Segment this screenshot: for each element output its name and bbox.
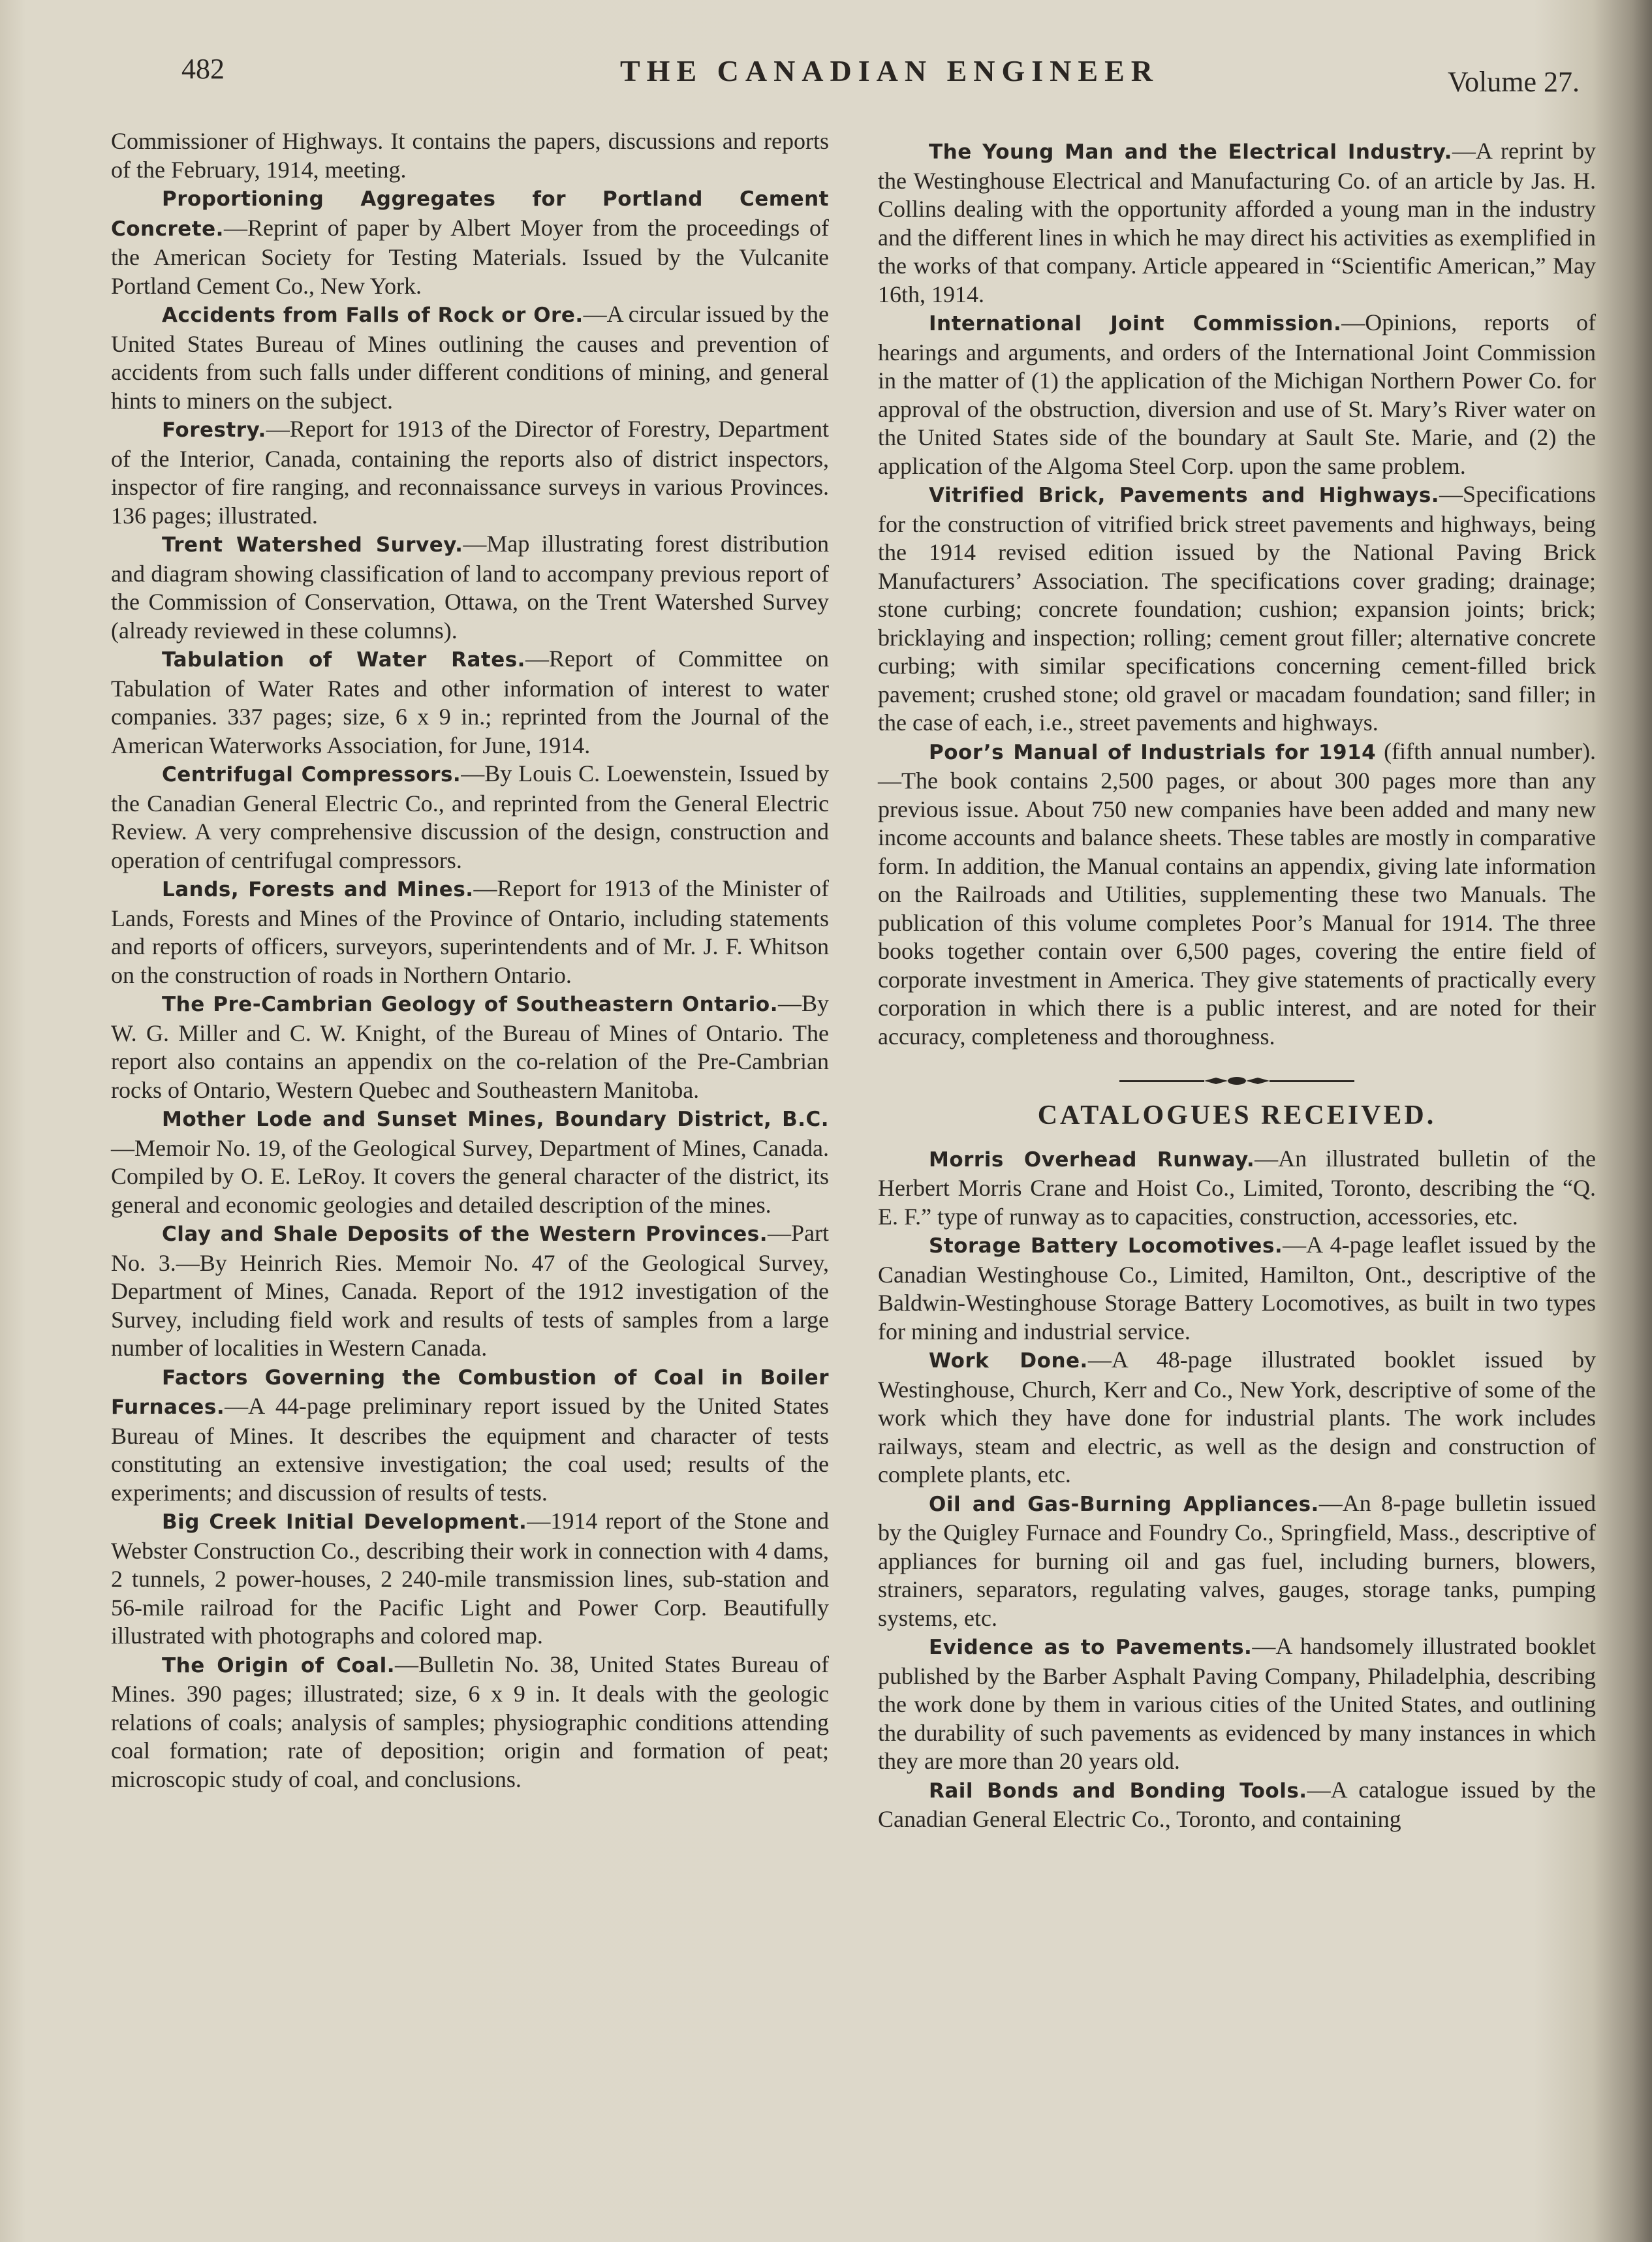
entry-text: —A circular issued by the United States Bureau of Mines outlining the causes and prevention of accidents from such falls under different conditions of mining, and general hints to miners on the subject. [111,301,829,414]
entry-title: Accidents from Falls of Rock or Ore. [162,304,584,327]
entry-title: Poor’s Manual of Industrials for 1914 [929,740,1377,764]
entry-title: Evidence as to Pavements. [929,1636,1253,1659]
entry [111,300,829,415]
entry [111,530,829,645]
entry [111,1363,829,1508]
entry-title: Factors Governing the Combustion of Coal in Boiler Furnaces. [111,1365,829,1419]
entry-text: —Part No. 3.—By Heinrich Ries. Memoir No. 47 of the Geological Survey, Department of Mines, Canada. Report of the 1912 investigation of the Survey, including field work and results of tests of samples from a large number of localities in Western Canada. [111,1220,829,1361]
entry-text: —An illustrated bulletin of the Herbert Morris Crane and Hoist Co., Limited, Toronto, describing the “Q. E. F.” type of runway as to capacities, construction, accessories, etc. [878,1145,1596,1230]
entry-title: Big Creek Initial Development. [162,1510,527,1534]
entry-title: International Joint Commission. [929,312,1342,335]
volume-label: Volume 27. [1447,66,1580,98]
right-column [878,137,1596,1834]
entry [878,738,1596,1051]
entry-title: Storage Battery Locomotives. [929,1234,1283,1258]
entry-title: Lands, Forests and Mines. [162,878,474,901]
entry-text: (fifth annual number).—The book contains 2,500 pages, or about 300 pages more than any previous issue. About 750 new companies have been added and many new income accounts and balance sheets. These tables are mostly in comparative form. In addition, the Manual contains an appendix, giving late information on the Railroads and Utilities, supplementing these two Manuals. The publication of this volume completes Poor’s Manual for 1914. The three books together contain over 6,500 pages, covering the entire field of corporate investment in America. They give statements of practically every corporation in which there is a public interest, and are noted for their accuracy, completeness and thoroughness. [878,738,1596,1050]
entry [878,137,1596,309]
entry-text: Commissioner of Highways. It contains the papers, discussions and reports of the February, 1914, meeting. [111,128,829,183]
entry-title: Proportioning Aggregates for Portland Cement Concrete. [111,187,829,241]
entry [111,645,829,760]
entry-title: Work Done. [929,1349,1088,1373]
entry [878,1346,1596,1489]
entry-text: —Report of Committee on Tabulation of Water Rates and other information of interest to water companies. 337 pages; size, 6 x 9 in.; reprinted from the Journal of the American Waterworks Association, for June, 1914. [111,646,829,758]
entry-text: —A catalogue issued by the Canadian General Electric Co., Toronto, and containing [878,1776,1596,1832]
entry-title: Rail Bonds and Bonding Tools. [929,1779,1307,1803]
entry-text: —Map illustrating forest distribution and diagram showing classification of land to accompany previous report of the Commission of Conservation, Ottawa, on the Trent Watershed Survey (already reviewed in these columns). [111,531,829,644]
entry [111,415,829,530]
page-number: 482 [181,53,225,85]
entry [111,875,829,989]
entry-text: —A 44-page preliminary report issued by the United States Bureau of Mines. It describes the equipment and character of tests constituting an extensive investigation; the coal used; results of the experiments; and discussion of results of tests. [111,1393,829,1506]
right-column-entries [878,137,1596,1051]
entry-title: Mother Lode and Sunset Mines, Boundary District, B.C. [162,1108,829,1131]
entry-text: —A reprint by the Westinghouse Electrical and Manufacturing Co. of an article by Jas. H. Collins dealing with the opportunity afforded a young man in the industry and the different lines in which he may direct his activities as exemplified in the works of that company. Article appeared in “Scientific American,” May 16th, 1914. [878,138,1597,307]
entry [878,480,1596,738]
entry-text: —Specifications for the construction of vitrified brick street pavements and highways, being the 1914 revised edition issued by the National Paving Brick Manufacturers’ Association. The specifications cover grading; drainage; stone curbing; concrete foundation; cushion; expansion joints; brick; bricklaying and inspection; rolling; cement grout filler; alternative concrete curbing; with similar specifications concerning cement-filled brick pavement; crushed stone; old gravel or macadam foundation; sand filler; in the case of each, i.e., street pavements and highways. [878,481,1596,736]
entry-title: Vitrified Brick, Pavements and Highways. [929,484,1440,507]
entry [111,760,829,875]
divider-ornament-icon [1204,1076,1270,1086]
page-header [176,47,1580,99]
entry-title: Clay and Shale Deposits of the Western Provinces. [162,1222,768,1246]
catalogues-heading: CATALOGUES RECEIVED. [1037,1100,1437,1130]
section-divider [1119,1073,1354,1089]
entry-text: —Bulletin No. 38, United States Bureau of Mines. 390 pages; illustrated; size, 6 x 9 in. It deals with the geologic relations of coals; analysis of samples; physiographic conditions attending coal formation; rate of deposition; origin and formation of peat; microscopic study of coal, and conclusions. [111,1651,829,1792]
entry [111,1651,829,1794]
journal-title: THE CANADIAN ENGINEER [620,54,1159,87]
entry-title: Tabulation of Water Rates. [162,648,525,672]
entry-text: —An 8-page bulletin issued by the Quigley Furnace and Foundry Co., Springfield, Mass., descriptive of appliances for burning oil and gas fuel, including burners, blowers, strainers, separators, regulating valves, gauges, storage tanks, pumping systems, etc. [878,1489,1596,1631]
entry-text: —Opinions, reports of hearings and arguments, and orders of the International Joint Commission in the matter of (1) the application of the Michigan Northern Power Co. for approval of the obstruction, diversion and use of St. Mary’s River water on the United States side of the boundary at Sault Ste. Marie, and (2) the application of the Algoma Steel Corp. upon the same problem. [878,309,1596,479]
entry-text: —By Louis C. Loewenstein, Issued by the Canadian General Electric Co., and reprinted from the General Electric Review. A very comprehensive discussion of the design, construction and operation of centrifugal compressors. [111,760,829,873]
entry-text: —A 48-page illustrated booklet issued by Westinghouse, Church, Kerr and Co., New York, descriptive of some of the work which they have done for industrial plants. The work includes railways, steam and electric, as well as the design and construction of complete plants, etc. [878,1347,1597,1487]
entry [111,989,829,1104]
entry [111,1219,829,1363]
entry-text: —Report for 1913 of the Director of Forestry, Department of the Interior, Canada, containing the reports also of district inspectors, inspector of fire ranging, and reconnaissance surveys in various Provinces. 136 pages; illustrated. [111,416,829,529]
entry-text: —A 4-page leaflet issued by the Canadian Westinghouse Co., Limited, Hamilton, Ont., descriptive of the Baldwin-Westinghouse Storage Battery Locomotives, as built in two types for mining and industrial service. [878,1232,1596,1345]
entry-title: Morris Overhead Runway. [929,1147,1255,1172]
entry [111,127,829,184]
entry-text: —1914 report of the Stone and Webster Construction Co., describing their work in connection with 4 dams, 2 tunnels, 2 power-houses, 2 240-mile transmission lines, sub-station and 56-mile railroad for the Pacific Light and Power Corp. Beautifully illustrated with photographs and colored map. [111,1508,829,1649]
entry-text: —A handsomely illustrated booklet published by the Barber Asphalt Paving Company, Philadelphia, describing the work done by them in various cities of the United States, and outlining the durability of such pavements as evidenced by many instances in which they are more than 20 years old. [878,1633,1596,1774]
entry [878,1489,1596,1633]
entry-title: Oil and Gas-Burning Appliances. [929,1492,1319,1516]
entry [111,1104,829,1219]
entry-title: The Origin of Coal. [162,1653,395,1677]
left-column [111,127,829,1794]
entry-text: —Memoir No. 19, of the Geological Survey, Department of Mines, Canada. Compiled by O. E. LeRoy. It covers the general character of the district, its general and economic geologies and detailed description of the mines. [111,1134,829,1218]
entry [111,1507,829,1651]
entry-text: —Reprint of paper by Albert Moyer from the proceedings of the American Society for Testing Materials. Issued by the Vulcanite Portland Cement Co., New York. [111,214,829,299]
entry-title: Trent Watershed Survey. [162,533,463,557]
catalogue-entries [878,1145,1596,1834]
entry [878,1231,1596,1346]
entry-text: —Report for 1913 of the Minister of Lands, Forests and Mines of the Province of Ontario, including statements and reports of officers, surveyors, superintendents and of Mr. J. F. Whitson on the construction of roads in Northern Ontario. [111,875,830,988]
entry-text: —By W. G. Miller and C. W. Knight, of the Bureau of Mines of Ontario. The report also contains an appendix on the co-relation of the Pre-Cambrian rocks of Ontario, Western Quebec and Southeastern Manitoba. [111,990,829,1103]
entry-title: Centrifugal Compressors. [162,763,461,786]
entry [878,1145,1596,1232]
entry [878,1776,1596,1834]
entry-title: Forestry. [162,418,266,442]
entry-title: The Pre-Cambrian Geology of Southeastern Ontario. [162,993,778,1016]
entry [111,184,829,300]
entry-title: The Young Man and the Electrical Industry. [929,140,1452,164]
entry [878,309,1596,480]
entry [878,1632,1596,1776]
